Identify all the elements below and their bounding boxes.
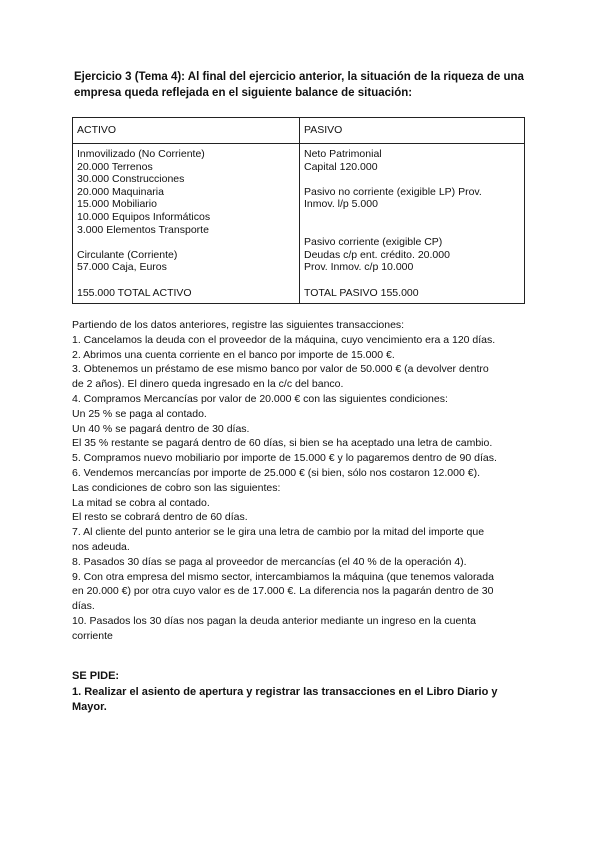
transaction-line: El resto se cobrará dentro de 60 días.: [72, 511, 248, 524]
transaction-line: corriente: [72, 629, 113, 642]
activo-line: [77, 274, 295, 287]
transaction-line: 10. Pasados los 30 días nos pagan la deuda anterior mediante un ingreso en la cuenta: [72, 614, 476, 627]
transaction-line: Las condiciones de cobro son las siguientes:: [72, 481, 281, 494]
transaction-line: de 2 años). El dinero queda ingresado en la c/c del banco.: [72, 378, 344, 391]
transaction-line: 8. Pasados 30 días se paga al proveedor de mercancías (el 40 % de la operación 4).: [72, 555, 467, 568]
pasivo-column: [300, 144, 525, 304]
pasivo-line: [304, 211, 520, 224]
transaction-line: en 20.000 €) por otra cuyo valor es de 17.000 €. La diferencia nos la pagarán dentro de 30: [72, 585, 494, 598]
activo-line: 57.000 Caja, Euros: [77, 261, 167, 274]
heading-line: Ejercicio 3 (Tema 4): Al final del ejercicio anterior, la situación de la riqueza de una: [74, 71, 524, 83]
pasivo-line: [304, 173, 520, 186]
transaction-line: La mitad se cobra al contado.: [72, 496, 210, 509]
pasivo-line: Deudas c/p ent. crédito. 20.000: [304, 248, 450, 261]
transaction-line: 9. Con otra empresa del mismo sector, intercambiamos la máquina (que tenemos valorada: [72, 570, 494, 583]
pasivo-line: Prov. Inmov. c/p 10.000: [304, 261, 414, 274]
se-pide-task: Mayor.: [72, 701, 107, 713]
activo-total: 155.000 TOTAL ACTIVO: [77, 286, 192, 299]
activo-line: Inmovilizado (No Corriente): [77, 148, 205, 160]
transaction-line: días.: [72, 600, 95, 613]
transaction-line: 6. Vendemos mercancías por importe de 25.000 € (si bien, sólo nos costaron 12.000 €).: [72, 466, 480, 479]
activo-column: [73, 144, 300, 304]
pasivo-header: PASIVO: [300, 118, 525, 144]
transaction-line: 7. Al cliente del punto anterior se le gira una letra de cambio por la mitad del importe que: [72, 526, 485, 539]
balance-sheet-table: [72, 117, 525, 304]
exercise-heading: [74, 70, 534, 101]
pasivo-line: Neto Patrimonial: [304, 148, 382, 160]
activo-line: Circulante (Corriente): [77, 248, 178, 261]
activo-line: 10.000 Equipos Informáticos: [77, 210, 211, 223]
transaction-line: 5. Compramos nuevo mobiliario por importe de 15.000 € y lo pagaremos dentro de 90 días.: [72, 452, 497, 465]
pasivo-line: Pasivo corriente (exigible CP): [304, 236, 443, 249]
transaction-line: 1. Cancelamos la deuda con el proveedor de la máquina, cuyo vencimiento era a 120 días.: [72, 333, 496, 346]
transaction-line: El 35 % restante se pagará dentro de 60 días, si bien se ha aceptado una letra de cambio.: [72, 437, 493, 450]
pasivo-line: [304, 274, 520, 287]
pasivo-total: TOTAL PASIVO 155.000: [304, 286, 419, 299]
transaction-line: Un 25 % se paga al contado.: [72, 407, 207, 420]
transaction-line: nos adeuda.: [72, 540, 130, 553]
activo-line: 20.000 Terrenos: [77, 160, 153, 173]
se-pide-section: [72, 669, 532, 716]
activo-header: ACTIVO: [73, 118, 300, 144]
transaction-line: 4. Compramos Mercancías por valor de 20.000 € con las siguientes condiciones:: [72, 392, 448, 405]
activo-line: 30.000 Construcciones: [77, 173, 185, 186]
transactions-list: [72, 318, 532, 644]
transaction-line: 3. Obtenemos un préstamo de ese mismo banco por valor de 50.000 € (a devolver dentro: [72, 363, 489, 376]
activo-line: [77, 236, 295, 249]
activo-line: 15.000 Mobiliario: [77, 198, 157, 211]
transaction-line: Un 40 % se pagará dentro de 30 días.: [72, 422, 250, 435]
heading-line: empresa queda reflejada en el siguiente balance de situación:: [74, 86, 413, 99]
se-pide-title: SE PIDE:: [72, 670, 120, 682]
pasivo-line: [304, 224, 520, 237]
transactions-intro: Partiendo de los datos anteriores, registre las siguientes transacciones:: [72, 319, 405, 331]
pasivo-line: Inmov. l/p 5.000: [304, 198, 378, 211]
activo-line: 20.000 Maquinaria: [77, 185, 164, 198]
pasivo-line: Pasivo no corriente (exigible LP) Prov.: [304, 185, 482, 198]
pasivo-line: Capital 120.000: [304, 160, 378, 173]
se-pide-task: 1. Realizar el asiento de apertura y registrar las transacciones en el Libro Diario y: [72, 685, 498, 698]
transaction-line: 2. Abrimos una cuenta corriente en el banco por importe de 15.000 €.: [72, 348, 395, 361]
activo-line: 3.000 Elementos Transporte: [77, 223, 209, 236]
